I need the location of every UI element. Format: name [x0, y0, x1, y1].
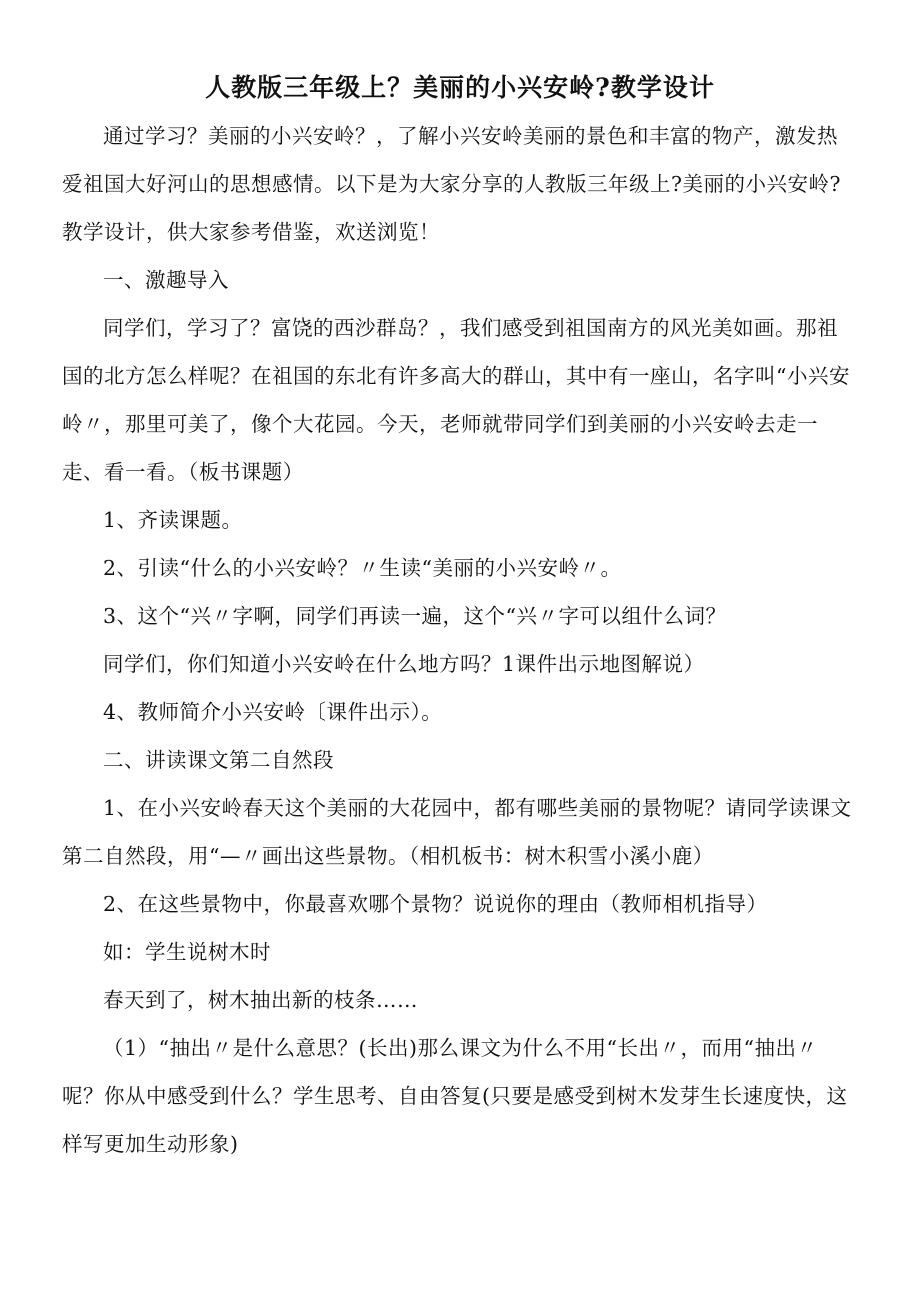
section-heading-1: 一、激趣导入 — [103, 268, 229, 292]
question-1: （1）“抽出〃是什么意思？(长出)那么课文为什么不用“长出〃，而用“抽出〃呢？你从中感受到什么？学生思考、自由答复(只要是感受到树木发芽生长速度快，这样写更加生动形象) — [62, 1036, 848, 1156]
example-quote: 春天到了，树木抽出新的枝条…… — [103, 988, 418, 1012]
document-title: 人教版三年级上？美丽的小兴安岭?教学设计 — [205, 73, 715, 102]
lead-in-paragraph: 同学们，学习了？富饶的西沙群岛？，我们感受到祖国南方的风光美如画。那祖国的北方怎么样呢？在祖国的东北有许多高大的群山，其中有一座山，名字叫“小兴安岭〃，那里可美了，像个大花园。今天，老师就带同学们到美丽的小兴安岭去走一走、看一看。（板书课题） — [62, 316, 850, 484]
step-3: 3、这个“兴〃字啊，同学们再读一遍，这个“兴〃字可以组什么词？ — [103, 604, 727, 628]
section-2-step-2: 2、在这些景物中，你最喜欢哪个景物？说说你的理由（教师相机指导） — [103, 892, 768, 916]
map-question: 同学们，你们知道小兴安岭在什么地方吗？1课件出示地图解说） — [103, 652, 705, 676]
section-heading-2: 二、讲读课文第二自然段 — [103, 748, 334, 772]
intro-paragraph: 通过学习？美丽的小兴安岭？，了解小兴安岭美丽的景色和丰富的物产，激发热爱祖国大好河山的思想感情。以下是为大家分享的人教版三年级上?美丽的小兴安岭?教学设计，供大家参考借鉴，欢送浏览！ — [62, 124, 841, 244]
step-2: 2、引读“什么的小兴安岭？〃生读“美丽的小兴安岭〃。 — [103, 556, 622, 580]
section-2-step-1: 1、在小兴安岭春天这个美丽的大花园中，都有哪些美丽的景物呢？请同学读课文第二自然段，用“—〃画出这些景物。（相机板书：树木积雪小溪小鹿） — [62, 796, 852, 868]
example-intro: 如：学生说树木时 — [103, 940, 271, 964]
step-1: 1、齐读课题。 — [103, 508, 243, 532]
step-4: 4、教师简介小兴安岭〔课件出示）。 — [103, 700, 443, 724]
